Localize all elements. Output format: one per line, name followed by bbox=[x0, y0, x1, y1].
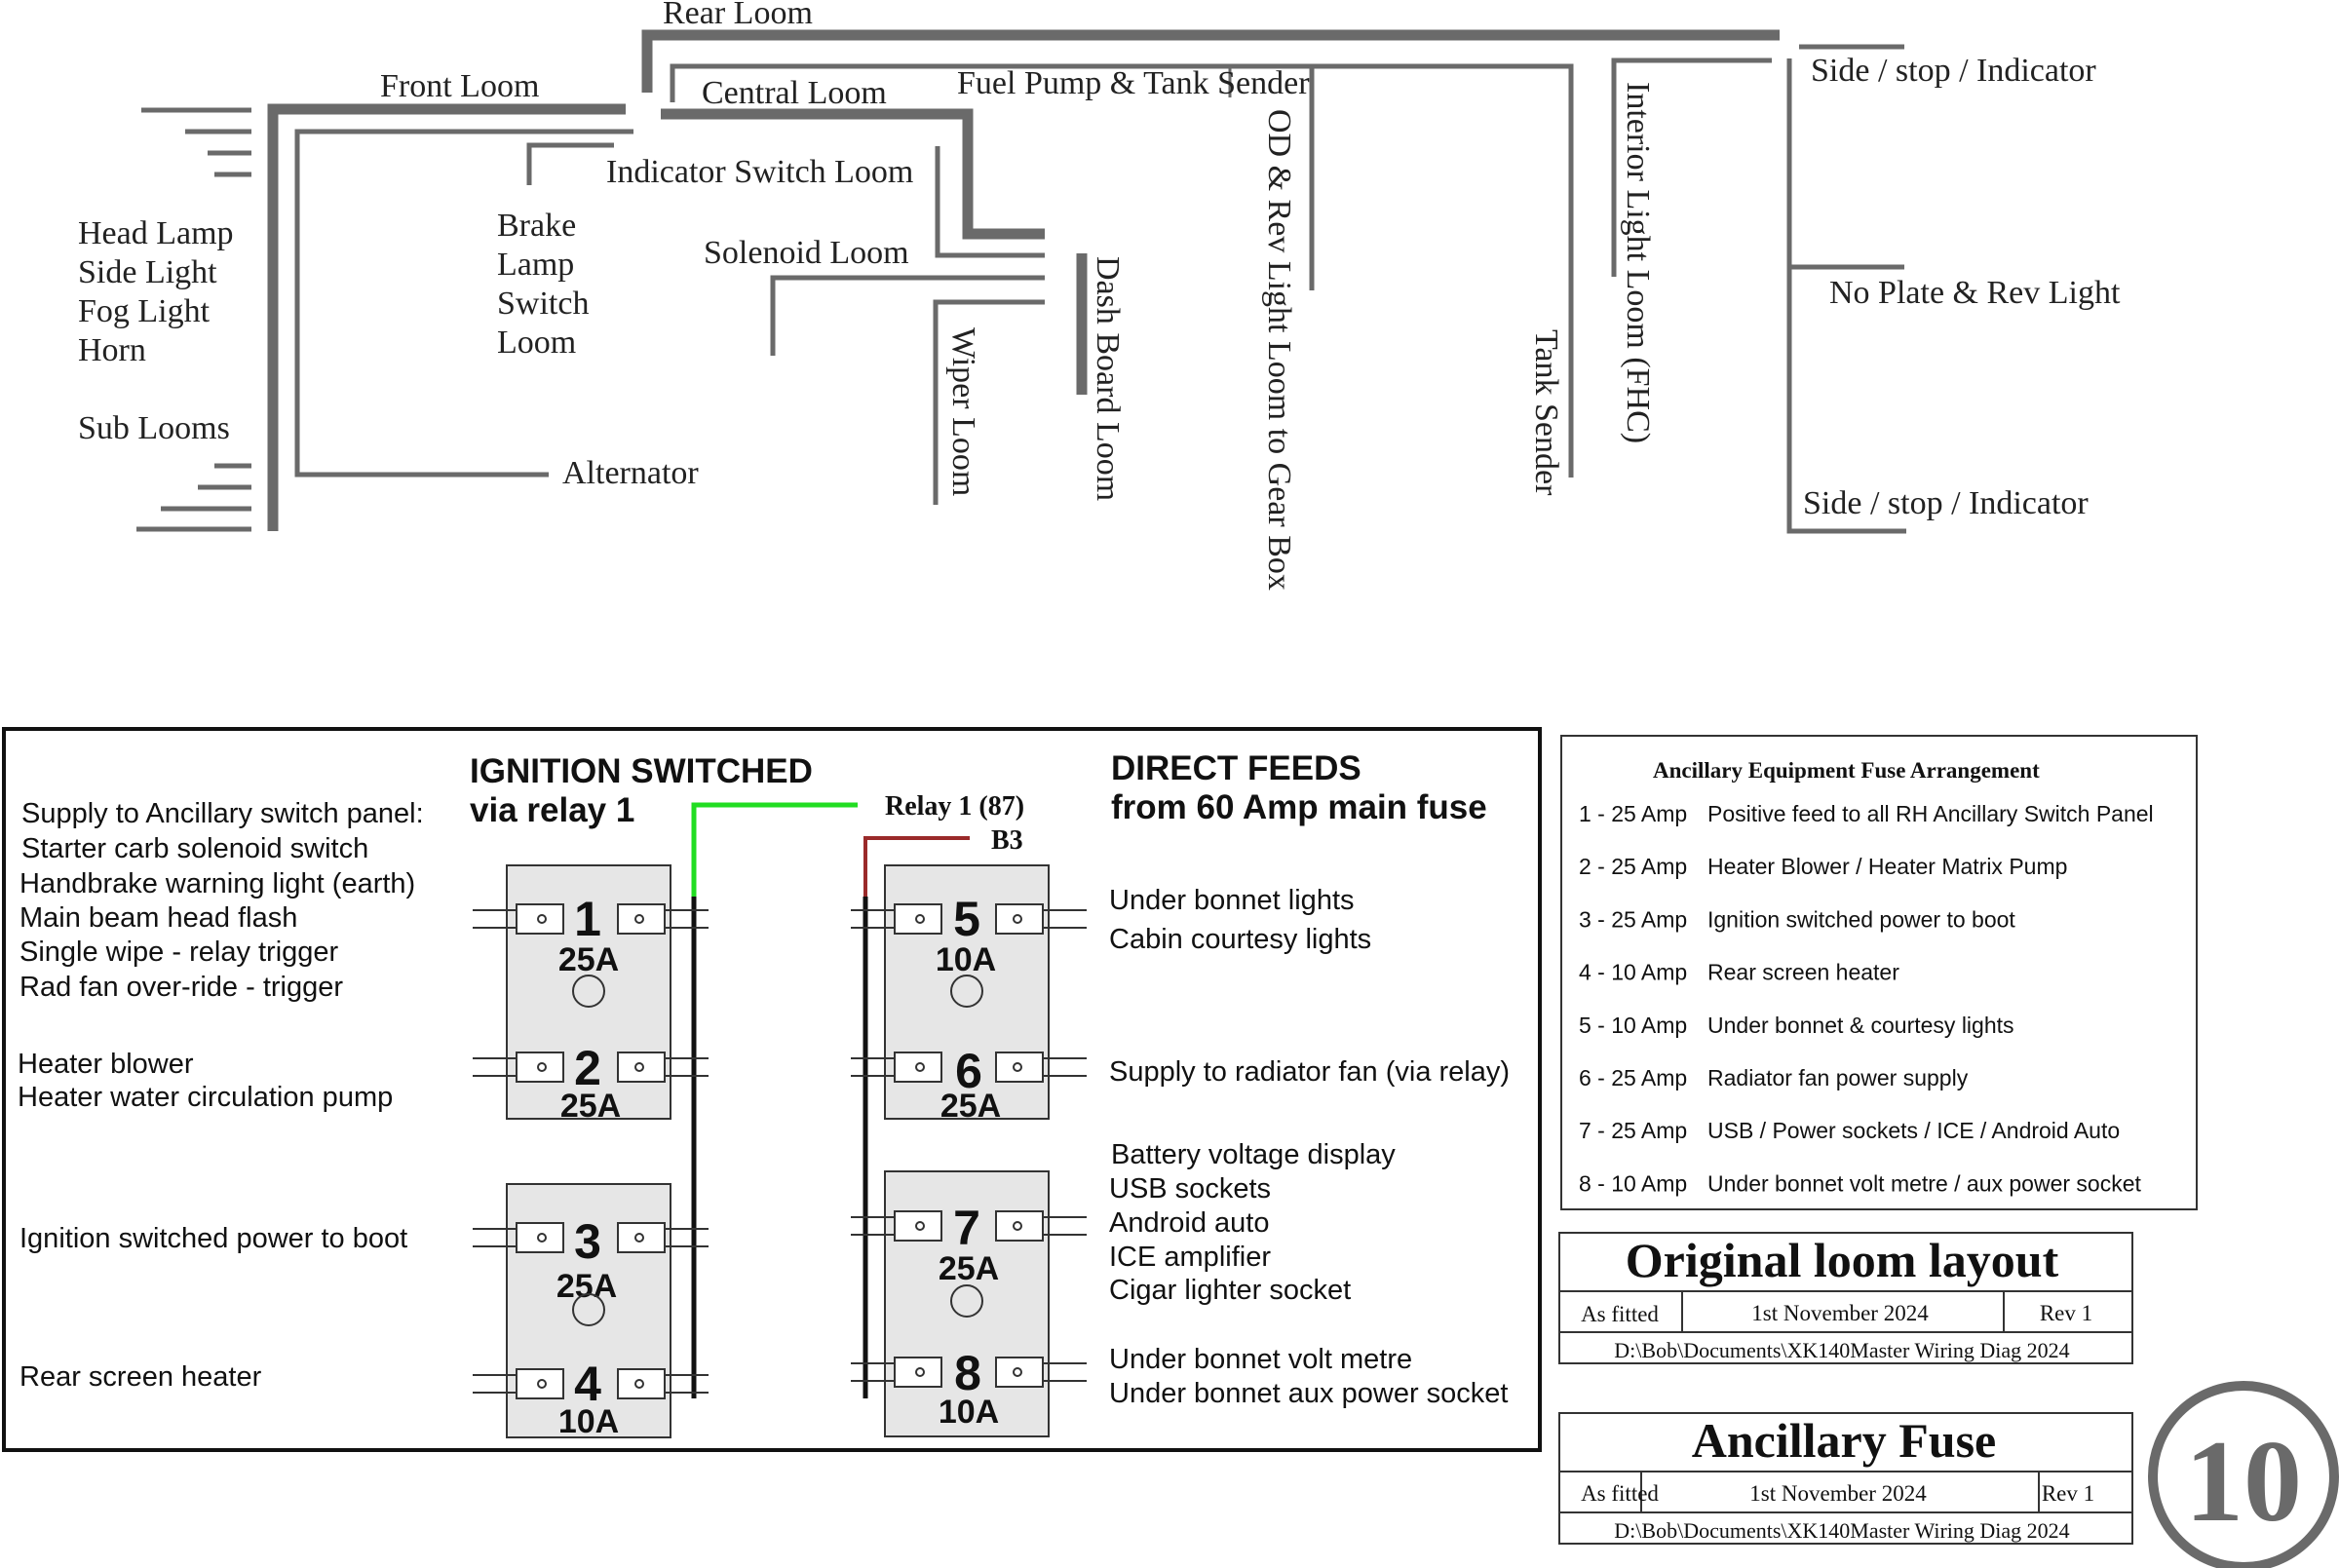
solenoid-loom-label: Solenoid Loom bbox=[704, 235, 909, 271]
left-desc: Ignition switched power to boot bbox=[19, 1223, 408, 1254]
arrangement-row-desc: Rear screen heater bbox=[1707, 959, 1899, 985]
loom-labels bbox=[78, 0, 2121, 591]
title-block-rev: Rev 1 bbox=[2041, 1481, 2095, 1506]
dash-board-loom-label: Dash Board Loom bbox=[1090, 256, 1126, 502]
central-loom-label: Central Loom bbox=[702, 75, 887, 111]
arrangement-row-desc: Ignition switched power to boot bbox=[1707, 906, 2015, 933]
title-block-rev: Rev 1 bbox=[2039, 1301, 2093, 1325]
fuse-8-number: 8 bbox=[954, 1346, 981, 1400]
arrangement-row-desc: Under bonnet volt metre / aux power socket bbox=[1707, 1170, 2141, 1197]
front-loom-label: Front Loom bbox=[380, 68, 540, 104]
arrangement-row-id: 8 - 10 Amp bbox=[1579, 1170, 1688, 1197]
fuse-terminal bbox=[996, 1358, 1087, 1387]
brake-loom-label-1: Brake bbox=[497, 208, 577, 244]
fuse-terminal bbox=[473, 1052, 563, 1082]
indicator-loom-label: Indicator Switch Loom bbox=[606, 154, 914, 190]
arrangement-row-id: 2 - 25 Amp bbox=[1579, 854, 1688, 880]
b3-label: B3 bbox=[991, 825, 1023, 856]
brake-loom-label-3: Switch bbox=[497, 286, 590, 322]
wiper-loom-label: Wiper Loom bbox=[945, 327, 981, 497]
arrangement-row-id: 6 - 25 Amp bbox=[1579, 1065, 1688, 1090]
brake-switch-loom-line bbox=[529, 145, 614, 185]
arrangement-row-id: 1 - 25 Amp bbox=[1579, 801, 1688, 826]
fuse-7-number: 7 bbox=[953, 1201, 980, 1255]
arrangement-row-id: 3 - 25 Amp bbox=[1579, 906, 1688, 933]
arrangement-row-desc: USB / Power sockets / ICE / Android Auto bbox=[1707, 1118, 2121, 1144]
fuse-6-rating: 25A bbox=[939, 1088, 1002, 1125]
fuse-terminal bbox=[996, 1052, 1087, 1082]
left-desc: Single wipe - relay trigger bbox=[19, 937, 339, 968]
fuse-4-number: 4 bbox=[574, 1357, 601, 1411]
left-desc: Starter carb solenoid switch bbox=[21, 833, 369, 864]
brake-loom-label-4: Loom bbox=[497, 325, 577, 361]
solenoid-loom-line bbox=[773, 278, 1045, 356]
sub-looms-label: Sub Looms bbox=[78, 410, 230, 446]
left-desc: Rad fan over-ride - trigger bbox=[19, 972, 344, 1003]
fuse-2-number: 2 bbox=[574, 1041, 601, 1095]
fuse-panel bbox=[4, 729, 1540, 1450]
fuse-terminal bbox=[996, 1211, 1087, 1241]
title-block-date: 1st November 2024 bbox=[1749, 1481, 1927, 1506]
direct-subheading: from 60 Amp main fuse bbox=[1111, 788, 1487, 826]
arrangement-row-desc: Positive feed to all RH Ancillary Switch Panel bbox=[1707, 801, 2154, 826]
front-item-label: Side Light bbox=[78, 254, 217, 290]
front-item-label: Fog Light bbox=[78, 293, 211, 329]
right-desc: Under bonnet aux power socket bbox=[1109, 1378, 1509, 1409]
front-item-label: Horn bbox=[78, 332, 146, 368]
fuse-6-number: 6 bbox=[955, 1044, 982, 1098]
interior-light-loom-label: Interior Light Loom (FHC) bbox=[1620, 82, 1656, 444]
right-desc: Cigar lighter socket bbox=[1109, 1275, 1352, 1306]
title-block-title: Original loom layout bbox=[1625, 1233, 2059, 1287]
page-number-badge bbox=[2153, 1386, 2334, 1567]
title-block-1 bbox=[1559, 1233, 2132, 1363]
right-desc: ICE amplifier bbox=[1109, 1242, 1271, 1273]
arrangement-row-id: 4 - 10 Amp bbox=[1579, 959, 1688, 985]
arrangement-row-id: 5 - 10 Amp bbox=[1579, 1012, 1688, 1038]
fuse-8-rating: 10A bbox=[938, 1394, 1000, 1431]
fuse-3-number: 3 bbox=[574, 1214, 601, 1269]
fuse-terminal bbox=[996, 904, 1087, 934]
ignition-heading: IGNITION SWITCHED bbox=[470, 752, 813, 790]
right-desc: Android auto bbox=[1109, 1207, 1270, 1239]
fuel-pump-label: Fuel Pump & Tank Sender bbox=[957, 65, 1310, 101]
left-desc: Supply to Ancillary switch panel: bbox=[21, 798, 424, 829]
title-block-2 bbox=[1559, 1413, 2132, 1544]
right-desc: Under bonnet volt metre bbox=[1109, 1344, 1413, 1375]
fuse-terminal bbox=[473, 1223, 563, 1252]
left-desc: Rear screen heater bbox=[19, 1361, 262, 1393]
fuse-1-rating: 25A bbox=[557, 941, 620, 978]
od-rev-loom-label: OD & Rev Light Loom to Gear Box bbox=[1261, 109, 1297, 591]
brake-loom-label-2: Lamp bbox=[497, 247, 575, 283]
left-desc: Handbrake warning light (earth) bbox=[19, 868, 416, 899]
title-block-path: D:\Bob\Documents\XK140Master Wiring Diag 2024 bbox=[1614, 1338, 2070, 1362]
title-block-status: As fitted bbox=[1581, 1481, 1659, 1506]
left-desc: Heater water circulation pump bbox=[18, 1082, 394, 1113]
direct-heading: DIRECT FEEDS bbox=[1111, 749, 1361, 787]
right-desc: Battery voltage display bbox=[1111, 1139, 1396, 1170]
page-number: 10 bbox=[2185, 1416, 2302, 1546]
title-block-date: 1st November 2024 bbox=[1751, 1301, 1929, 1325]
title-block-status: As fitted bbox=[1581, 1302, 1659, 1326]
rear-loom-label: Rear Loom bbox=[663, 0, 813, 31]
left-desc: Heater blower bbox=[18, 1049, 194, 1080]
fuse-1-number: 1 bbox=[574, 892, 601, 946]
fuse-5-number: 5 bbox=[953, 892, 980, 946]
arrangement-row-desc: Under bonnet & courtesy lights bbox=[1707, 1012, 2014, 1038]
fuse-terminal bbox=[473, 1369, 563, 1398]
fuse-7-rating: 25A bbox=[938, 1250, 1000, 1287]
no-plate-label: No Plate & Rev Light bbox=[1829, 275, 2121, 311]
fuse-arrangement-box bbox=[1561, 736, 2197, 1209]
side-stop-top-label: Side / stop / Indicator bbox=[1811, 53, 2096, 89]
fuse-3-rating: 25A bbox=[556, 1268, 618, 1305]
relay-87-wire bbox=[694, 805, 858, 901]
left-desc: Main beam head flash bbox=[19, 902, 298, 934]
side-stop-bottom-label: Side / stop / Indicator bbox=[1803, 485, 2089, 521]
right-desc: Supply to radiator fan (via relay) bbox=[1109, 1056, 1511, 1088]
alternator-label: Alternator bbox=[562, 455, 699, 491]
fuse-5-rating: 10A bbox=[935, 941, 997, 978]
title-block-path: D:\Bob\Documents\XK140Master Wiring Diag 2024 bbox=[1614, 1518, 2070, 1543]
fuse-4-rating: 10A bbox=[557, 1403, 620, 1440]
arrangement-row-id: 7 - 25 Amp bbox=[1579, 1118, 1688, 1144]
arrangement-row-desc: Heater Blower / Heater Matrix Pump bbox=[1707, 854, 2068, 880]
right-desc: Under bonnet lights bbox=[1109, 885, 1355, 916]
front-item-label: Head Lamp bbox=[78, 215, 234, 251]
arrangement-title: Ancillary Equipment Fuse Arrangement bbox=[1653, 758, 2040, 783]
right-desc: Cabin courtesy lights bbox=[1109, 924, 1372, 955]
fuse-terminal bbox=[473, 904, 563, 934]
right-desc: USB sockets bbox=[1109, 1173, 1271, 1205]
relay-label: Relay 1 (87) bbox=[885, 791, 1025, 822]
arrangement-row-desc: Radiator fan power supply bbox=[1707, 1065, 1969, 1090]
ignition-subheading: via relay 1 bbox=[470, 791, 635, 829]
title-block-title: Ancillary Fuse bbox=[1691, 1413, 1997, 1468]
tank-sender-label: Tank Sender bbox=[1528, 329, 1564, 496]
fuse-2-rating: 25A bbox=[559, 1088, 622, 1125]
